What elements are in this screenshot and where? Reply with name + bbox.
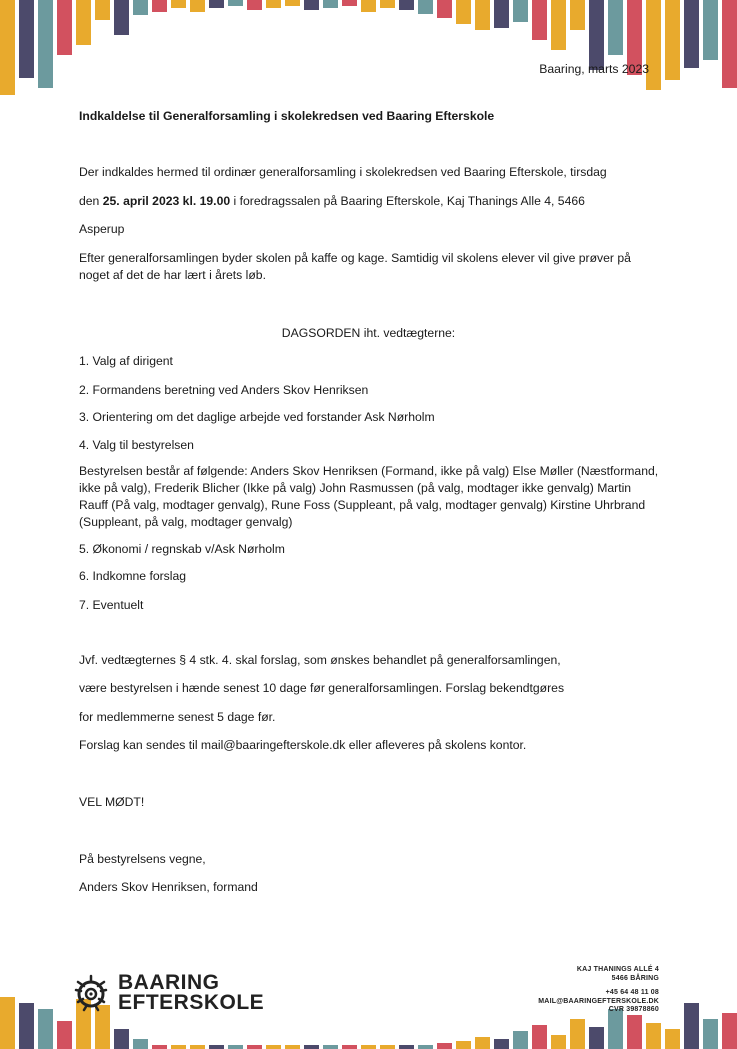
owl-emblem-icon xyxy=(70,972,112,1014)
decorative-bar xyxy=(76,0,91,45)
agenda-item: 3. Orientering om det daglige arbejde ved forstander Ask Nørholm xyxy=(79,410,435,424)
decorative-bar xyxy=(247,1045,262,1049)
decorative-bar xyxy=(247,0,262,10)
decorative-bar xyxy=(0,997,15,1049)
decorative-bar xyxy=(722,0,737,88)
rules-line: for medlemmerne senest 5 dage før. xyxy=(79,710,276,724)
agenda-item: 6. Indkomne forslag xyxy=(79,569,187,583)
decorative-bar xyxy=(19,0,34,78)
agenda-heading: DAGSORDEN iht. vedtægterne: xyxy=(281,326,456,340)
after-paragraph: Efter generalforsamlingen byder skolen på kaffe og kage. Samtidig vil skolens elever vil give prøver på noget af det de har lært i årets løb. xyxy=(79,251,631,282)
rules-line: Jvf. vedtægternes § 4 stk. 4. skal forslag, som ønskes behandlet på generalforsamlingen, xyxy=(79,653,561,667)
decorative-bar xyxy=(475,1037,490,1049)
agenda-item: 1. Valg af dirigent xyxy=(79,354,173,368)
rules-line: Forslag kan sendes til mail@baaringefterskole.dk eller afleveres på skolens kontor. xyxy=(79,738,527,752)
decorative-bar xyxy=(152,1045,167,1049)
decorative-bar xyxy=(646,1023,661,1049)
decorative-bar xyxy=(608,1009,623,1049)
meeting-datetime: 25. april 2023 kl. 19.00 xyxy=(102,194,231,208)
decorative-bar xyxy=(551,0,566,50)
decorative-bar xyxy=(437,0,452,18)
signer: Anders Skov Henriksen, formand xyxy=(79,880,258,894)
address-line: KAJ THANINGS ALLÉ 4 xyxy=(576,966,659,973)
decorative-bar xyxy=(380,0,395,8)
logo-text: BAARING EFTERSKOLE xyxy=(118,971,265,1014)
decorative-bar xyxy=(209,1045,224,1049)
decorative-bar xyxy=(304,1045,319,1049)
decorative-bar xyxy=(19,1003,34,1049)
decorative-bar xyxy=(57,1021,72,1049)
decorative-bar xyxy=(665,0,680,80)
intro-line-2: den 25. april 2023 kl. 19.00 i foredragssalen på Baaring Efterskole, Kaj Thanings Alle 4, 5466 xyxy=(79,194,585,208)
decorative-bar xyxy=(437,1043,452,1049)
decorative-bar xyxy=(114,1029,129,1049)
decorative-bar xyxy=(665,1029,680,1049)
decorative-bar xyxy=(608,0,623,55)
decorative-bar xyxy=(418,1045,433,1049)
decorative-bar xyxy=(323,1045,338,1049)
address-line: 5466 BÅRING xyxy=(611,974,659,982)
decorative-bar xyxy=(703,1019,718,1049)
greeting: VEL MØDT! xyxy=(79,795,145,809)
decorative-bar xyxy=(684,0,699,68)
decorative-bar xyxy=(323,0,338,8)
decorative-bar xyxy=(57,0,72,55)
decorative-bar xyxy=(513,1031,528,1049)
decorative-bar xyxy=(361,1045,376,1049)
decorative-bar xyxy=(513,0,528,22)
decorative-bar xyxy=(627,1015,642,1049)
decorative-bar xyxy=(38,1009,53,1049)
decorative-bar xyxy=(570,0,585,30)
decorative-bar xyxy=(266,1045,281,1049)
school-logo xyxy=(70,972,264,1014)
top-decorative-bars xyxy=(0,0,737,95)
decorative-bar xyxy=(703,0,718,60)
decorative-bar xyxy=(114,0,129,35)
decorative-bar xyxy=(551,1035,566,1049)
decorative-bar xyxy=(133,1039,148,1049)
decorative-bar xyxy=(38,0,53,88)
decorative-bar xyxy=(342,1045,357,1049)
decorative-bar xyxy=(171,1045,186,1049)
decorative-bar xyxy=(456,0,471,24)
decorative-bar xyxy=(209,0,224,8)
agenda-item: 2. Formandens beretning ved Anders Skov Henriksen xyxy=(79,383,369,397)
decorative-bar xyxy=(380,1045,395,1049)
decorative-bar xyxy=(646,0,661,90)
decorative-bar xyxy=(285,0,300,6)
decorative-bar xyxy=(722,1013,737,1049)
decorative-bar xyxy=(190,0,205,12)
decorative-bar xyxy=(304,0,319,10)
intro-line-3: Asperup xyxy=(79,222,125,236)
decorative-bar xyxy=(456,1041,471,1049)
decorative-bar xyxy=(190,1045,205,1049)
intro-line-1: Der indkaldes hermed til ordinær generalforsamling i skolekredsen ved Baaring Efterskole, tirsdag xyxy=(79,165,607,179)
email-address: MAIL@BAARINGEFTERSKOLE.DK xyxy=(538,997,659,1005)
signoff: På bestyrelsens vegne, xyxy=(79,852,206,866)
agenda-item: 7. Eventuelt xyxy=(79,598,144,612)
decorative-bar xyxy=(589,1027,604,1049)
decorative-bar xyxy=(475,0,490,30)
decorative-bar xyxy=(0,0,15,95)
decorative-bar xyxy=(361,0,376,12)
decorative-bar xyxy=(494,1039,509,1049)
contact-block xyxy=(538,966,659,1015)
decorative-bar xyxy=(228,1045,243,1049)
rules-line: være bestyrelsen i hænde senest 10 dage før generalforsamlingen. Forslag bekendtgøres xyxy=(79,681,565,695)
letter-title: Indkaldelse til Generalforsamling i skolekredsen ved Baaring Efterskole xyxy=(79,109,495,123)
decorative-bar xyxy=(532,0,547,40)
decorative-bar xyxy=(152,0,167,12)
decorative-bar xyxy=(532,1025,547,1049)
decorative-bar xyxy=(171,0,186,8)
decorative-bar xyxy=(95,0,110,20)
decorative-bar xyxy=(228,0,243,6)
decorative-bar xyxy=(285,1045,300,1049)
agenda-item: 5. Økonomi / regnskab v/Ask Nørholm xyxy=(79,542,285,556)
phone-number: +45 64 48 11 08 xyxy=(605,989,659,997)
decorative-bar xyxy=(399,0,414,10)
decorative-bar xyxy=(399,1045,414,1049)
decorative-bar xyxy=(494,0,509,28)
board-paragraph: Bestyrelsen består af følgende: Anders Skov Henriksen (Formand, ikke på valg) Else Møller (Næstformand, ikke på valg), Frederik Blicher (Ikke på valg) John Rasmussen (på valg, modtager ikke genvalg) Martin Rauff (På valg, modtager genvalg), Rune Foss (Suppleant, på valg, modtager genvalg) Kirstine Uhrbrand (Suppleant, på valg, modtager genvalg) xyxy=(79,464,659,529)
decorative-bar xyxy=(418,0,433,14)
decorative-bar xyxy=(266,0,281,8)
letter-date: Baaring, marts 2023 xyxy=(539,62,649,76)
decorative-bar xyxy=(133,0,148,15)
decorative-bar xyxy=(342,0,357,6)
agenda-item: 4. Valg til bestyrelsen xyxy=(79,438,194,452)
decorative-bar xyxy=(589,0,604,70)
cvr-number: CVR 39878860 xyxy=(608,1006,659,1014)
decorative-bar xyxy=(570,1019,585,1049)
decorative-bar xyxy=(684,1003,699,1049)
